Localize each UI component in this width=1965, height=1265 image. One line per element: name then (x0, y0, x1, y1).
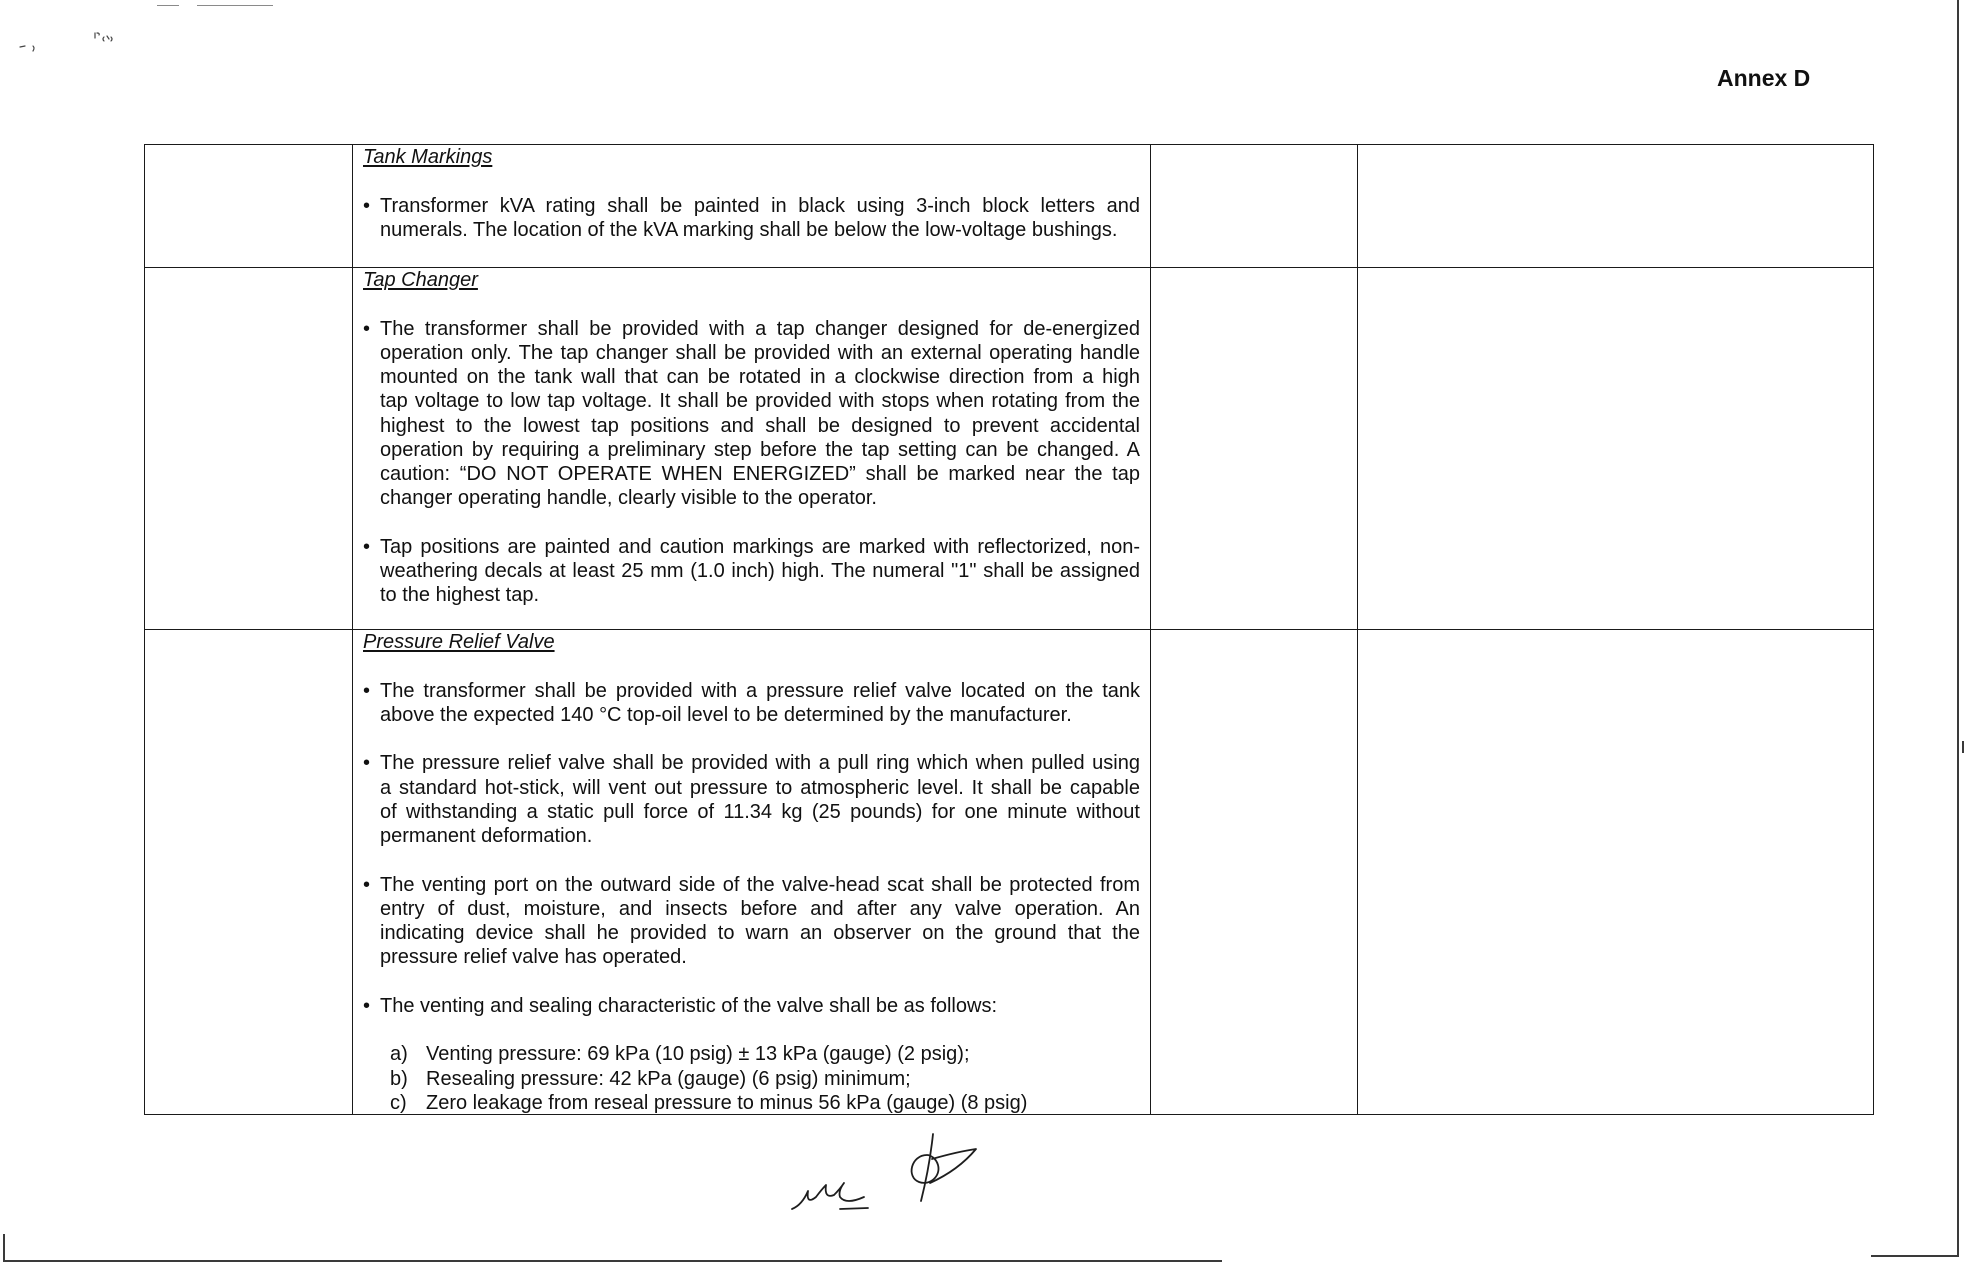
table-cell-remarks (1358, 145, 1874, 268)
table-cell-clause (145, 268, 353, 630)
bullet-text (380, 317, 1140, 511)
table-cell-requirement (353, 268, 1151, 630)
annex-label: Annex D (1717, 65, 1811, 91)
table-cell-compliance (1151, 145, 1358, 268)
bullet-item (363, 194, 1140, 243)
sub-item-text: Resealing pressure: 42 kPa (gauge) (6 psig) minimum; (426, 1067, 911, 1090)
bullet-icon: • (363, 752, 371, 775)
text-line: The transformer shall be provided with a tap changer designed for de-energized (380, 317, 1140, 340)
bullet-text (380, 194, 1140, 243)
signature-initials-scribble (792, 1183, 864, 1209)
text-line: Tap positions are painted and caution markings are marked with reflectorized, non- (380, 535, 1140, 558)
bullet-icon: • (363, 194, 371, 217)
section-heading: Pressure Relief Valve (363, 631, 555, 653)
bullet-item (363, 873, 1140, 970)
scan-edge-line (1962, 741, 1964, 753)
sub-item-text: Venting pressure: 69 kPa (10 psig) ± 13 kPa (gauge) (2 psig); (426, 1043, 970, 1066)
bullet-item (363, 317, 1140, 511)
signature-mark-chevron (930, 1149, 976, 1183)
bullet-icon: • (363, 679, 371, 702)
text-line: numerals. The location of the kVA marking shall be below the low-voltage bushings. (380, 218, 1118, 241)
sub-item-label: a) (390, 1043, 408, 1066)
bullet-text (380, 679, 1140, 728)
section-heading: Tap Changer (363, 269, 478, 291)
scan-edge-line (197, 5, 273, 6)
scan-artifact-marks (0, 0, 130, 60)
text-line: The venting port on the outward side of the valve-head scat shall be protected from (380, 873, 1140, 896)
handwritten-signature (780, 1125, 990, 1220)
table-cell-clause (145, 630, 353, 1115)
text-line: The pressure relief valve shall be provided with a pull ring which when pulled using (380, 752, 1140, 775)
text-line: permanent deformation. (380, 825, 593, 847)
bullet-icon: • (363, 994, 371, 1017)
bullet-item (363, 751, 1140, 848)
table-cell-compliance (1151, 268, 1358, 630)
text-line: The transformer shall be provided with a pressure relief valve located on the tank (380, 679, 1140, 702)
signature-initials-tail (840, 1208, 868, 1209)
sub-list-item (363, 1042, 1140, 1066)
sub-list (363, 1042, 1140, 1115)
scan-edge-line (157, 5, 179, 6)
text-line: entry of dust, moisture, and insects before and after any valve operation. An (380, 897, 1140, 920)
text-line: to the highest tap. (380, 584, 540, 607)
text-line: weathering decals at least 25 mm (1.0 inch) high. The numeral "1" shall be assigned (380, 560, 1140, 582)
scan-edge-line (1957, 0, 1959, 1257)
text-line: The venting and sealing characteristic of the valve shall be as follows: (380, 994, 998, 1017)
sub-list-item (363, 1067, 1140, 1091)
text-line: operation only. The tap changer shall be provided with an external operating handle (380, 341, 1140, 364)
text-line: caution: “DO NOT OPERATE WHEN ENERGIZED” shall be marked near the tap (380, 463, 1140, 485)
spec-table (144, 144, 1874, 1115)
section-heading: Tank Markings (363, 146, 493, 168)
text-line: indicating device shall he provided to warn an observer on the ground that the (380, 922, 1140, 944)
table-cell-compliance (1151, 630, 1358, 1115)
table-cell-remarks (1358, 630, 1874, 1115)
scan-edge-line (3, 1234, 5, 1262)
table-cell-requirement (353, 630, 1151, 1115)
sub-item-label: b) (390, 1067, 408, 1090)
bullet-text (380, 994, 1140, 1018)
text-line: pressure relief valve has operated. (380, 946, 687, 969)
table-cell-remarks (1358, 268, 1874, 630)
bullet-item (363, 994, 1140, 1018)
bullet-text (380, 535, 1140, 608)
bullet-item (363, 535, 1140, 608)
text-line: Transformer kVA rating shall be painted in black using 3-inch block letters and (380, 194, 1140, 217)
text-line: highest to the lowest tap positions and shall be designed to prevent accidental (380, 414, 1140, 437)
sub-item-text: Zero leakage from reseal pressure to minus 56 kPa (gauge) (8 psig) (426, 1091, 1028, 1114)
scan-edge-line (1871, 1255, 1959, 1257)
text-line: changer operating handle, clearly visible to the operator. (380, 487, 877, 510)
bullet-icon: • (363, 317, 371, 340)
sub-item-label: c) (390, 1091, 407, 1114)
bullet-text (380, 873, 1140, 970)
text-line: tap voltage to low tap voltage. It shall be provided with stops when rotating from the (380, 390, 1140, 413)
text-line: mounted on the tank wall that can be rotated in a clockwise direction from a high (380, 366, 1140, 388)
bullet-item (363, 679, 1140, 728)
table-cell-requirement (353, 145, 1151, 268)
sub-list-item (363, 1091, 1140, 1115)
scan-edge-line (3, 1260, 1222, 1262)
signature-mark-slash (921, 1134, 933, 1201)
bullet-text (380, 751, 1140, 848)
bullet-icon: • (363, 873, 371, 896)
text-line: of withstanding a static pull force of 11.34 kg (25 pounds) for one minute without (380, 800, 1140, 823)
bullet-icon: • (363, 535, 371, 558)
text-line: a standard hot-stick, will vent out pressure to atmospheric level. It shall be capable (380, 776, 1140, 799)
table-cell-clause (145, 145, 353, 268)
text-line: above the expected 140 °C top-oil level to be determined by the manufacturer. (380, 703, 1072, 726)
text-line: operation by requiring a preliminary step before the tap setting can be changed. A (380, 438, 1140, 461)
